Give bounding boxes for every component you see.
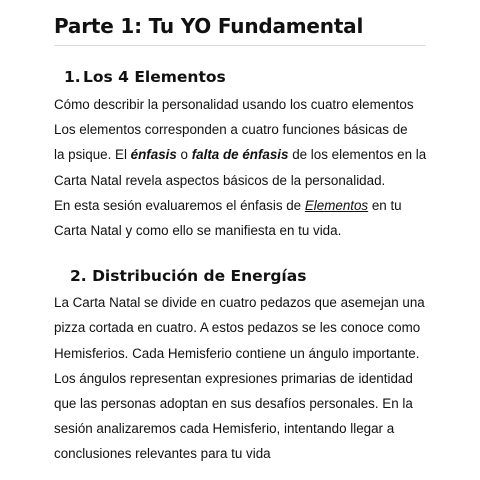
emphasis-text: falta de énfasis: [191, 147, 289, 163]
document-page: [54, 12, 426, 466]
section-heading-elementos: [54, 66, 426, 88]
paragraph-line: Carta Natal revela aspectos básicos de la personalidad.: [54, 172, 386, 188]
paragraph-line: Cómo describir la personalidad usando los cuatro elementos: [54, 97, 414, 112]
page-title: Parte 1: Tu YO Fundamental: [54, 14, 364, 38]
elementos-link[interactable]: Elementos: [304, 197, 369, 213]
paragraph-line: Los ángulos representan expresiones primarias de identidad: [54, 370, 413, 386]
title-divider: [54, 45, 426, 46]
section-heading-energias: 2. Distribución de Energías: [70, 267, 307, 286]
paragraph-line: Hemisferios. Cada Hemisferio contiene un ángulo importante.: [54, 345, 420, 361]
text-run: En esta sesión evaluaremos el énfasis de: [54, 197, 305, 213]
paragraph-line: La Carta Natal se divide en cuatro pedazos que asemejan una: [54, 295, 425, 311]
section-paragraph-energias: [54, 290, 426, 466]
section-number: 1.: [64, 68, 81, 86]
paragraph-line: que las personas adoptan en sus desafíos personales. En la: [54, 395, 413, 411]
text-run: o: [176, 147, 192, 163]
paragraph-line: Carta Natal y como ello se manifiesta en tu vida.: [54, 222, 342, 238]
text-run: la psique. El: [54, 147, 131, 163]
paragraph-line: pizza cortada en cuatro. A estos pedazos se les conoce como: [54, 320, 421, 336]
section-heading-label: Los 4 Elementos: [83, 68, 226, 86]
paragraph-line: sesión analizaremos cada Hemisferio, intentando llegar a: [54, 421, 395, 437]
paragraph-line: [54, 193, 426, 218]
section-paragraph-elementos: [54, 92, 426, 243]
paragraph-line: [54, 142, 426, 167]
paragraph-line: Los elementos corresponden a cuatro funciones básicas de: [54, 122, 408, 138]
text-run: de los elementos en la: [288, 147, 427, 163]
emphasis-text: énfasis: [130, 147, 177, 163]
paragraph-line: conclusiones relevantes para tu vida: [54, 446, 271, 462]
text-run: en tu: [368, 197, 402, 213]
